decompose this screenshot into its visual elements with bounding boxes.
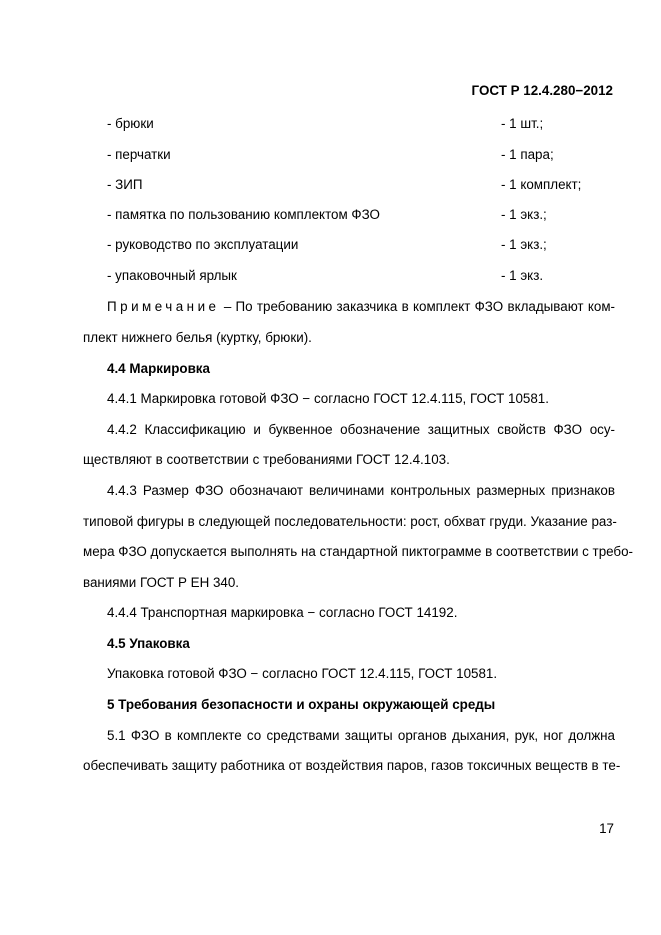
section-heading-4-5: 4.5 Упаковка	[107, 636, 190, 651]
list-item-quantity: - 1 комплект;	[501, 177, 582, 192]
list-item-quantity: - 1 экз.	[501, 268, 544, 283]
list-item-name: - упаковочный ярлык	[107, 268, 237, 283]
paragraph-4-5: Упаковка готовой ФЗО − согласно ГОСТ 12.4.115, ГОСТ 10581.	[107, 666, 498, 681]
section-heading-5: 5 Требования безопасности и охраны окружающей среды	[107, 697, 496, 712]
section-heading-4-4: 4.4 Маркировка	[107, 361, 210, 376]
note-line-1	[107, 300, 615, 313]
list-item-name: - брюки	[107, 116, 154, 131]
paragraph-5-1-line-2: обеспечивать защиту работника от воздействия паров, газов токсичных веществ в те-	[83, 758, 621, 773]
list-item-quantity: - 1 экз.;	[501, 207, 547, 222]
list-item-name: - перчатки	[107, 147, 171, 162]
note-label: Примечание	[107, 299, 220, 314]
paragraph-4-4-2-line-2: ществляют в соответствии с требованиями ГОСТ 12.4.103.	[83, 452, 450, 467]
page-number: 17	[599, 821, 614, 836]
paragraph-4-4-3-line-3: мера ФЗО допускается выполнять на стандартной пиктограмме в соответствии с требо-	[83, 544, 634, 559]
paragraph-4-4-3-line-2: типовой фигуры в следующей последовательности: рост, обхват груди. Указание раз-	[83, 514, 617, 529]
paragraph-4-4-1: 4.4.1 Маркировка готовой ФЗО − согласно ГОСТ 12.4.115, ГОСТ 10581.	[107, 391, 549, 406]
list-item-name: - ЗИП	[107, 177, 143, 192]
paragraph-4-4-3-line-1: 4.4.3 Размер ФЗО обозначают величинами контрольных размерных признаков	[107, 483, 615, 498]
list-item-name: - памятка по пользованию комплектом ФЗО	[107, 207, 380, 222]
paragraph-5-1-line-1: 5.1 ФЗО в комплекте со средствами защиты органов дыхания, рук, ног должна	[107, 728, 615, 743]
paragraph-4-4-3-line-4: ваниями ГОСТ Р ЕН 340.	[83, 575, 240, 590]
list-item	[107, 117, 617, 130]
note-text: – По требованию заказчика в комплект ФЗО вкладывают ком-	[223, 299, 615, 314]
list-item-quantity: - 1 пара;	[501, 147, 554, 162]
list-item	[107, 208, 617, 221]
list-item	[107, 269, 617, 282]
list-item	[107, 238, 617, 251]
list-item-quantity: - 1 экз.;	[501, 237, 547, 252]
list-item	[107, 148, 617, 161]
paragraph-4-4-4: 4.4.4 Транспортная маркировка − согласно ГОСТ 14192.	[107, 605, 458, 620]
paragraph-4-4-2-line-1: 4.4.2 Классификацию и буквенное обозначение защитных свойств ФЗО осу-	[107, 422, 615, 437]
document-code-header: ГОСТ Р 12.4.280−2012	[471, 83, 613, 98]
list-item	[107, 178, 617, 191]
list-item-name: - руководство по эксплуатации	[107, 237, 299, 252]
list-item-quantity: - 1 шт.;	[501, 116, 544, 131]
note-line-2: плект нижнего белья (куртку, брюки).	[83, 330, 312, 345]
